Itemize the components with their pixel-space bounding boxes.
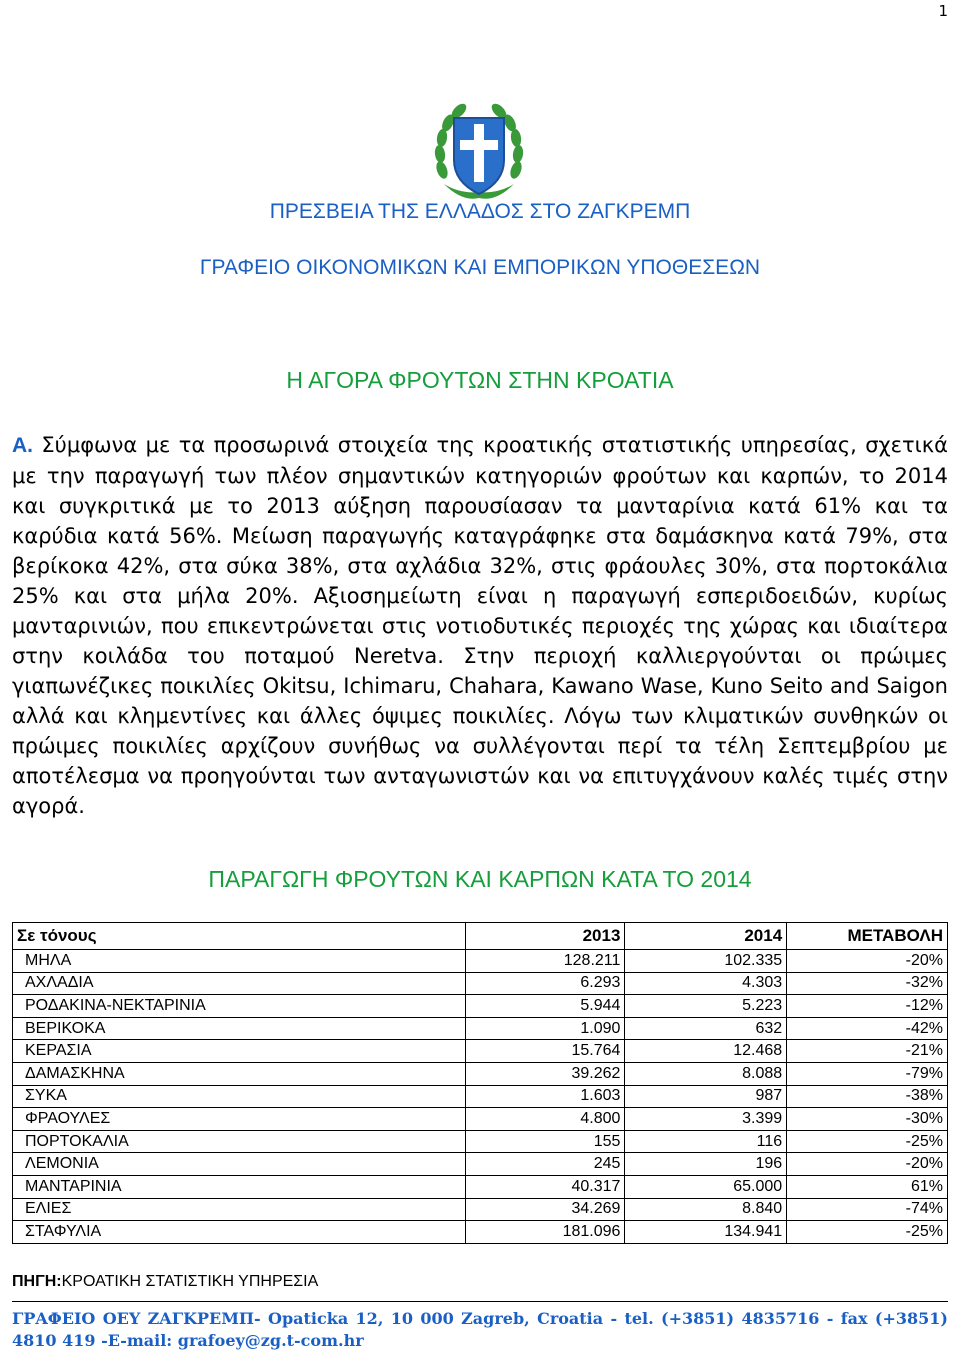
table-row bbox=[13, 995, 948, 1018]
product-name: ΛΕΜΟΝΙΑ bbox=[13, 1153, 466, 1176]
table-row bbox=[13, 1085, 948, 1108]
table-row bbox=[13, 1221, 948, 1244]
change-value: -42% bbox=[787, 1017, 948, 1040]
change-value: -30% bbox=[787, 1108, 948, 1131]
value-2013: 15.764 bbox=[466, 1040, 625, 1063]
change-value: -74% bbox=[787, 1198, 948, 1221]
product-name: ΔΑΜΑΣΚΗΝΑ bbox=[13, 1062, 466, 1085]
change-value: -25% bbox=[787, 1130, 948, 1153]
table-row bbox=[13, 950, 948, 973]
value-2014: 8.840 bbox=[625, 1198, 787, 1221]
product-name: ΜΑΝΤΑΡΙΝΙΑ bbox=[13, 1175, 466, 1198]
greek-coat-of-arms-emblem bbox=[432, 98, 526, 206]
footer-contact: ΓΡΑΦΕΙΟ ΟΕΥ ΖΑΓΚΡΕΜΠ- Opaticka 12, 10 000 Zagreb, Croatia - tel. (+3851) 4835716 - fax (+3851) 4810 419 -E-mail: grafoey@zg.t-com.hr bbox=[12, 1309, 948, 1350]
value-2013: 245 bbox=[466, 1153, 625, 1176]
value-2014: 196 bbox=[625, 1153, 787, 1176]
footer-divider bbox=[12, 1301, 948, 1302]
table-title: ΠΑΡΑΓΩΓΗ ΦΡΟΥΤΩΝ ΚΑΙ ΚΑΡΠΩΝ ΚΑΤΑ ΤΟ 2014 bbox=[208, 866, 752, 892]
value-2013: 39.262 bbox=[466, 1062, 625, 1085]
table-row bbox=[13, 1017, 948, 1040]
product-name: ΣΥΚΑ bbox=[13, 1085, 466, 1108]
header-unit: Σε τόνους bbox=[13, 923, 466, 950]
change-value: -12% bbox=[787, 995, 948, 1018]
change-value: -21% bbox=[787, 1040, 948, 1063]
source-label: ΠΗΓΗ: bbox=[12, 1273, 62, 1290]
header-2013: 2013 bbox=[466, 923, 625, 950]
source-line bbox=[12, 1273, 318, 1291]
value-2013: 6.293 bbox=[466, 972, 625, 995]
change-value: -38% bbox=[787, 1085, 948, 1108]
product-name: ΒΕΡΙΚΟΚΑ bbox=[13, 1017, 466, 1040]
paragraph-text: Σύμφωνα με τα προσωρινά στοιχεία της κροατικής στατιστικής υπηρεσίας, σχετικά με την παραγωγή των πλέον σημαντικών κατηγοριών φρούτων και καρπών, το 2014 και συγκριτικά με το 2013 αύξηση παρουσίασαν τα μανταρίνια κατά 61% και τα καρύδια κατά 56%. Μείωση παραγωγής καταγράφηκε στα δαμάσκηνα κατά 79%, στα βερίκοκα 42%, στα σύκα 38%, στα αχλάδια 32%, στις φράουλες 30%, στα πορτοκάλια 25% και στα μήλα 20%. Αξιοσημείωτη είναι η παραγωγή εσπεριδοειδών, κυρίως μανταρινιών, που επικεντρώνεται στις νοτιοδυτικές περιοχές της χώρας και ιδιαίτερα στην κοιλάδα του ποταμού Neretva. Στην περιοχή καλλιεργούνται οι πρώιμες γιαπωνέζικες ποικιλίες Okitsu, Ichimaru, Chahara, Kawano Wase, Kuno Seito and Saigon αλλά και κλημεντίνες και άλλες όψιμες ποικιλίες. Λόγω των κλιματικών συνθηκών οι πρώιμες ποικιλίες αρχίζουν συνήθως να συλλέγονται περί τα τέλη Σεπτεμβρίου με αποτέλεσμα να προηγούνται των ανταγωνιστών και να επιτυγχάνουν καλές τιμές στην αγορά. bbox=[12, 433, 948, 818]
value-2014: 987 bbox=[625, 1085, 787, 1108]
product-name: ΣΤΑΦΥΛΙΑ bbox=[13, 1221, 466, 1244]
product-name: ΦΡΑΟΥΛΕΣ bbox=[13, 1108, 466, 1131]
table-row bbox=[13, 1153, 948, 1176]
change-value: -25% bbox=[787, 1221, 948, 1244]
table-row bbox=[13, 1175, 948, 1198]
value-2013: 4.800 bbox=[466, 1108, 625, 1131]
table-row bbox=[13, 1130, 948, 1153]
value-2013: 40.317 bbox=[466, 1175, 625, 1198]
value-2014: 4.303 bbox=[625, 972, 787, 995]
product-name: ΠΟΡΤΟΚΑΛΙΑ bbox=[13, 1130, 466, 1153]
table-row bbox=[13, 1062, 948, 1085]
value-2014: 116 bbox=[625, 1130, 787, 1153]
table-header-row bbox=[13, 923, 948, 950]
value-2014: 632 bbox=[625, 1017, 787, 1040]
value-2013: 181.096 bbox=[466, 1221, 625, 1244]
page-title: Η ΑΓΟΡΑ ΦΡΟΥΤΩΝ ΣΤΗΝ ΚΡΟΑΤΙΑ bbox=[286, 367, 674, 393]
office-heading: ΓΡΑΦΕΙΟ ΟΙΚΟΝΟΜΙΚΩΝ ΚΑΙ ΕΜΠΟΡΙΚΩΝ ΥΠΟΘΕΣΕΩΝ bbox=[199, 256, 761, 279]
product-name: ΚΕΡΑΣΙΑ bbox=[13, 1040, 466, 1063]
table-row bbox=[13, 1108, 948, 1131]
table-row bbox=[13, 972, 948, 995]
body-paragraph bbox=[12, 430, 948, 821]
value-2013: 34.269 bbox=[466, 1198, 625, 1221]
product-name: ΑΧΛΑΔΙΑ bbox=[13, 972, 466, 995]
change-value: -20% bbox=[787, 950, 948, 973]
value-2014: 5.223 bbox=[625, 995, 787, 1018]
value-2013: 5.944 bbox=[466, 995, 625, 1018]
value-2013: 128.211 bbox=[466, 950, 625, 973]
change-value: -20% bbox=[787, 1153, 948, 1176]
value-2014: 102.335 bbox=[625, 950, 787, 973]
value-2014: 65.000 bbox=[625, 1175, 787, 1198]
change-value: -79% bbox=[787, 1062, 948, 1085]
embassy-heading: ΠΡΕΣΒΕΙΑ ΤΗΣ ΕΛΛΑΔΟΣ ΣΤΟ ΖΑΓΚΡΕΜΠ bbox=[269, 200, 691, 223]
header-change: ΜΕΤΑΒΟΛΗ bbox=[787, 923, 948, 950]
value-2014: 3.399 bbox=[625, 1108, 787, 1131]
value-2014: 134.941 bbox=[625, 1221, 787, 1244]
paragraph-lead: Α. bbox=[12, 434, 33, 457]
table-row bbox=[13, 1198, 948, 1221]
table-row bbox=[13, 1040, 948, 1063]
product-name: ΡΟΔΑΚΙΝΑ-ΝΕΚΤΑΡΙΝΙΑ bbox=[13, 995, 466, 1018]
source-text: ΚΡΟΑΤΙΚΗ ΣΤΑΤΙΣΤΙΚΗ ΥΠΗΡΕΣΙΑ bbox=[61, 1273, 319, 1290]
change-value: -32% bbox=[787, 972, 948, 995]
page-number: 1 bbox=[938, 2, 948, 20]
value-2013: 1.090 bbox=[466, 1017, 625, 1040]
value-2014: 12.468 bbox=[625, 1040, 787, 1063]
change-value: 61% bbox=[787, 1175, 948, 1198]
value-2014: 8.088 bbox=[625, 1062, 787, 1085]
value-2013: 155 bbox=[466, 1130, 625, 1153]
header-2014: 2014 bbox=[625, 923, 787, 950]
value-2013: 1.603 bbox=[466, 1085, 625, 1108]
product-name: ΕΛΙΕΣ bbox=[13, 1198, 466, 1221]
product-name: ΜΗΛΑ bbox=[13, 950, 466, 973]
production-table bbox=[12, 922, 948, 1244]
